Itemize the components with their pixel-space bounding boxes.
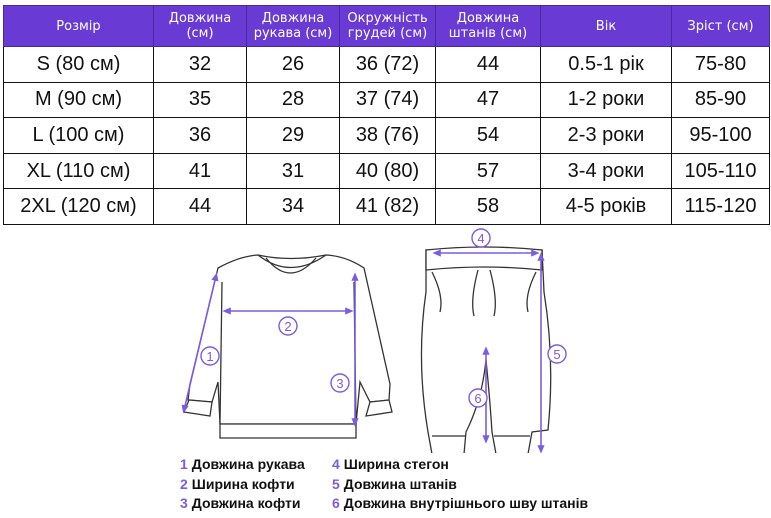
- cell-length: 44: [154, 189, 247, 225]
- cell-pants: 57: [436, 153, 541, 189]
- cell-length: 35: [154, 82, 247, 118]
- legend-text: Довжина штанів: [343, 475, 457, 492]
- cell-height: 105-110: [672, 153, 770, 189]
- cell-size: M (90 см): [4, 82, 154, 118]
- cell-size: S (80 см): [4, 47, 154, 83]
- legend-num: 1: [180, 456, 188, 472]
- marker-3-label: 3: [336, 376, 344, 391]
- cell-chest: 41 (82): [340, 189, 436, 225]
- cell-chest: 38 (76): [340, 118, 436, 154]
- marker-2: [279, 317, 297, 335]
- cell-height: 75-80: [672, 47, 770, 83]
- cell-chest: 37 (74): [340, 82, 436, 118]
- cell-length: 41: [154, 153, 247, 189]
- table-header-row: [4, 6, 770, 47]
- table-row: [4, 47, 770, 83]
- legend-text: Довжина рукава: [191, 456, 305, 472]
- garment-diagram: [0, 228, 771, 453]
- table-row: [4, 118, 770, 154]
- legend-text: Довжина кофти: [191, 495, 301, 511]
- legend-num: 3: [180, 495, 188, 511]
- marker-4-label: 4: [477, 231, 485, 246]
- header-age: Вік: [541, 6, 672, 47]
- marker-2-label: 2: [284, 319, 292, 334]
- cell-age: 0.5-1 рік: [541, 47, 672, 83]
- legend-num: 4: [332, 456, 340, 472]
- legend-text: Ширина стегон: [343, 456, 449, 472]
- cell-height: 85-90: [672, 82, 770, 118]
- legend-item: [180, 455, 305, 475]
- cell-length: 36: [154, 118, 247, 154]
- marker-1: [201, 347, 219, 365]
- cell-sleeve: 31: [247, 153, 340, 189]
- header-height: Зріст (см): [672, 6, 770, 47]
- legend-num: 6: [332, 495, 340, 511]
- cell-chest: 40 (80): [340, 153, 436, 189]
- size-table: [3, 5, 770, 225]
- marker-3: [331, 374, 349, 392]
- legend-num: 2: [180, 475, 188, 492]
- cell-size: XL (110 см): [4, 153, 154, 189]
- marker-5: [548, 345, 566, 363]
- cell-sleeve: 29: [247, 118, 340, 154]
- header-length: Довжина (см): [154, 6, 247, 47]
- cell-height: 95-100: [672, 118, 770, 154]
- cell-pants: 44: [436, 47, 541, 83]
- cell-height: 115-120: [672, 189, 770, 225]
- marker-1-label: 1: [206, 349, 214, 364]
- marker-4: [472, 229, 490, 247]
- legend-item: [332, 455, 588, 475]
- cell-age: 4-5 років: [541, 189, 672, 225]
- cell-length: 32: [154, 47, 247, 83]
- cell-age: 1-2 роки: [541, 82, 672, 118]
- legend-right: [332, 455, 588, 514]
- cell-sleeve: 34: [247, 189, 340, 225]
- cell-age: 3-4 роки: [541, 153, 672, 189]
- marker-5-label: 5: [553, 347, 561, 362]
- table-row: [4, 153, 770, 189]
- cell-pants: 54: [436, 118, 541, 154]
- marker-6: [469, 389, 487, 407]
- table-row: [4, 82, 770, 118]
- legend-item: [180, 494, 305, 514]
- header-size: Розмір: [4, 6, 154, 47]
- legend-item: [180, 475, 305, 495]
- marker-6-label: 6: [474, 391, 482, 406]
- legend-text: Довжина внутрішнього шву штанів: [343, 495, 589, 511]
- header-sleeve-length: Довжина рукава (см): [247, 6, 340, 47]
- cell-sleeve: 28: [247, 82, 340, 118]
- cell-sleeve: 26: [247, 47, 340, 83]
- header-chest: Окружність грудей (см): [340, 6, 436, 47]
- legend-left: [180, 455, 305, 514]
- cell-size: L (100 см): [4, 118, 154, 154]
- legend-item: [332, 494, 588, 514]
- table-row: [4, 189, 770, 225]
- cell-age: 2-3 роки: [541, 118, 672, 154]
- header-pants-length: Довжина штанів (см): [436, 6, 541, 47]
- cell-pants: 58: [436, 189, 541, 225]
- cell-chest: 36 (72): [340, 47, 436, 83]
- cell-pants: 47: [436, 82, 541, 118]
- legend-num: 5: [332, 475, 340, 492]
- legend-text: Ширина кофти: [191, 475, 295, 492]
- cell-size: 2XL (120 см): [4, 189, 154, 225]
- legend-item: [332, 475, 588, 495]
